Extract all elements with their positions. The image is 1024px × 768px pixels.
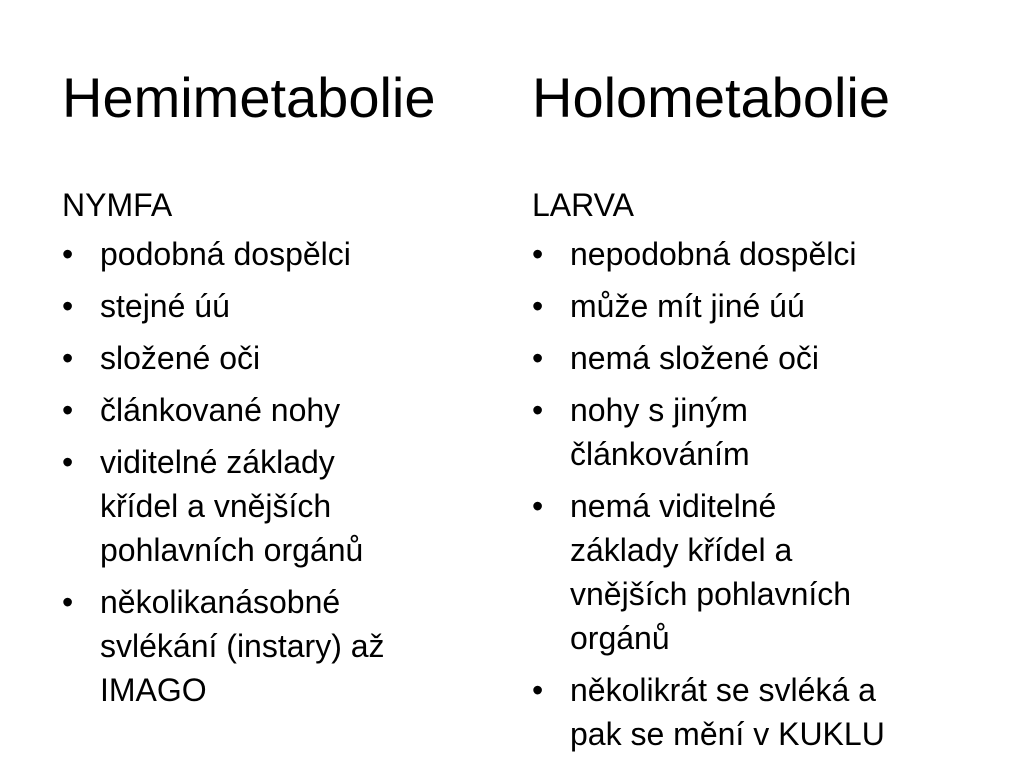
hemimetabolie-list — [62, 232, 385, 720]
list-item — [532, 336, 885, 380]
bullet-icon: • — [62, 444, 74, 480]
list-item-line: může mít jiné úú — [570, 288, 805, 324]
list-item — [532, 284, 885, 328]
list-item-line: křídel a vnějších — [100, 488, 332, 524]
list-item-line: několikrát se svléká a — [570, 672, 876, 708]
bullet-icon: • — [532, 236, 544, 272]
bullet-icon: • — [62, 584, 74, 620]
list-item-line: vnějších pohlavních — [570, 576, 852, 612]
list-item — [62, 284, 385, 328]
list-item — [532, 484, 885, 660]
list-item-line: článkované nohy — [100, 392, 341, 428]
list-item — [532, 668, 885, 756]
nymfa-subtitle: NYMFA — [62, 187, 173, 223]
list-item-line: základy křídel a — [570, 532, 793, 568]
list-item — [532, 232, 885, 276]
list-item-line: viditelné základy — [100, 444, 335, 480]
list-item-line: svlékání (instary) až — [100, 628, 385, 664]
list-item-line: pak se mění v KUKLU — [570, 716, 885, 752]
list-item — [62, 440, 385, 572]
bullet-icon: • — [532, 488, 544, 524]
bullet-icon: • — [62, 392, 74, 428]
list-item-line: nemá viditelné — [570, 488, 777, 524]
hemimetabolie-title: Hemimetabolie — [62, 66, 436, 129]
list-item — [62, 336, 385, 380]
list-item-line: stejné úú — [100, 288, 230, 324]
bullet-icon: • — [62, 340, 74, 376]
bullet-icon: • — [62, 236, 74, 272]
list-item-line: nohy s jiným — [570, 392, 748, 428]
list-item-line: pohlavních orgánů — [100, 532, 364, 568]
list-item — [62, 580, 385, 712]
holometabolie-title: Holometabolie — [532, 66, 890, 129]
list-item — [532, 388, 885, 476]
list-item-line: nepodobná dospělci — [570, 236, 857, 272]
list-item-line: nemá složené oči — [570, 340, 820, 376]
list-item — [62, 388, 385, 432]
list-item-line: složené oči — [100, 340, 261, 376]
holometabolie-list — [532, 232, 885, 764]
list-item — [62, 232, 385, 276]
bullet-icon: • — [532, 672, 544, 708]
larva-subtitle: LARVA — [532, 187, 634, 223]
list-item-line: podobná dospělci — [100, 236, 351, 272]
list-item-line: několikanásobné — [100, 584, 341, 620]
list-item-line: článkováním — [570, 436, 750, 472]
bullet-icon: • — [532, 392, 544, 428]
list-item-line: orgánů — [570, 620, 670, 656]
bullet-icon: • — [62, 288, 74, 324]
list-item-line: IMAGO — [100, 672, 207, 708]
bullet-icon: • — [532, 340, 544, 376]
bullet-icon: • — [532, 288, 544, 324]
